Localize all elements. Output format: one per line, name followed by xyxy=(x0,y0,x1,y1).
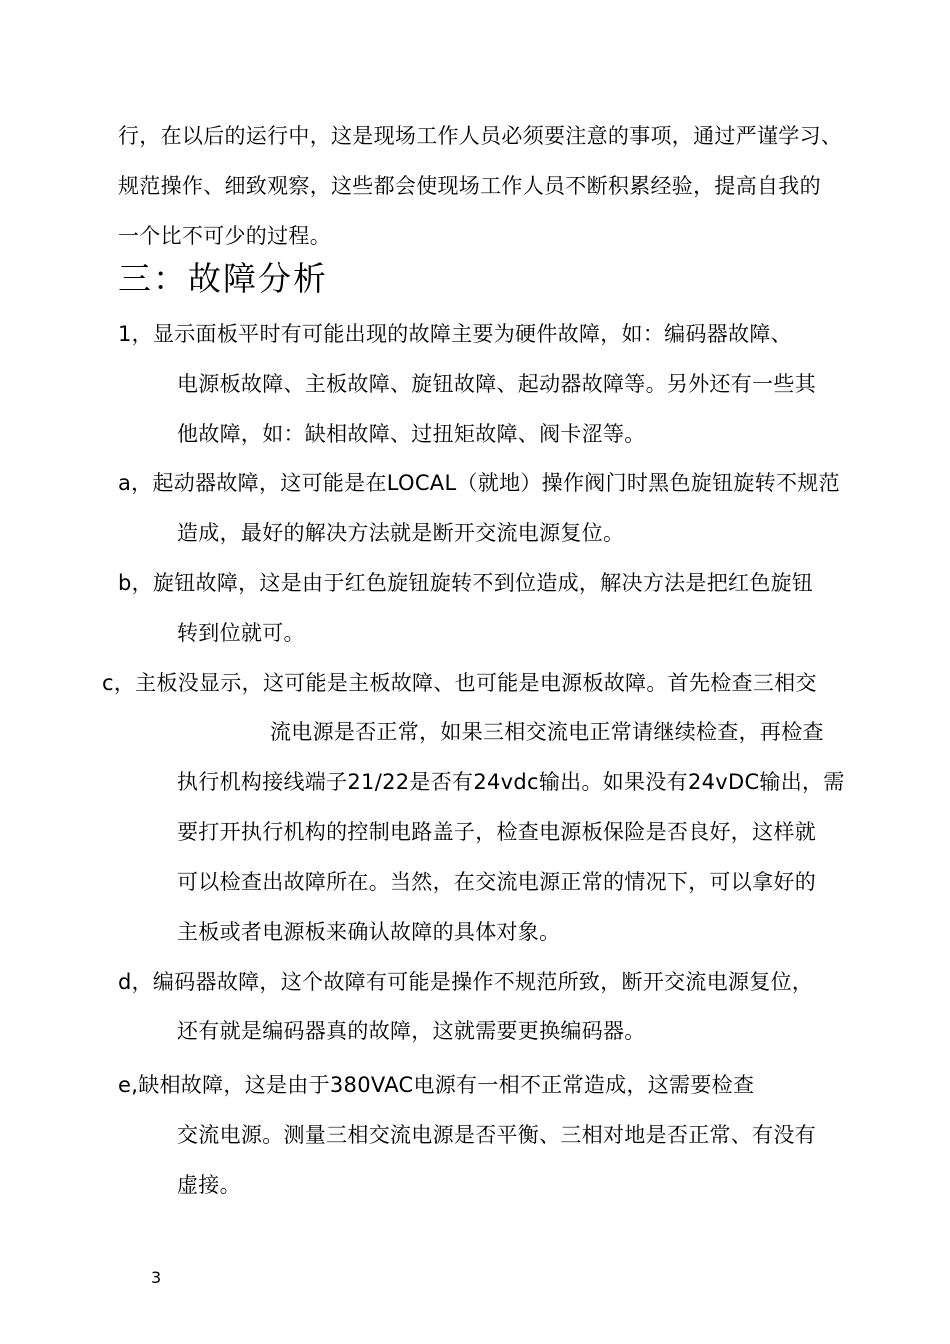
item-a-line-2: 造成，最好的解决方法就是断开交流电源复位。 xyxy=(177,521,625,545)
item-c-line-1: c，主板没显示，这可能是主板故障、也可能是电源板故障。首先检查三相交 xyxy=(102,671,817,695)
item-c-line-5: 可以检查出故障所在。当然，在交流电源正常的情况下，可以拿好的 xyxy=(177,870,816,894)
item-c-line-4: 要打开执行机构的控制电路盖子，检查电源板保险是否良好，这样就 xyxy=(177,820,816,844)
item-1-line-3: 他故障，如：缺相故障、过扭矩故障、阀卡涩等。 xyxy=(177,422,646,446)
intro-line-1: 行，在以后的运行中，这是现场工作人员必须要注意的事项，通过严谨学习、 xyxy=(118,124,843,148)
item-c-line-6: 主板或者电源板来确认故障的具体对象。 xyxy=(177,920,561,944)
item-e-line-1: e,缺相故障，这是由于380VAC电源有一相不正常造成，这需要检查 xyxy=(118,1073,755,1097)
item-c-line-3: 执行机构接线端子21/22是否有24vdc输出。如果没有24vDC输出，需 xyxy=(177,770,845,794)
page-number: 3 xyxy=(151,1268,162,1287)
item-a-line-1: a，起动器故障，这可能是在LOCAL（就地）操作阀门时黑色旋钮旋转不规范 xyxy=(118,471,840,495)
item-d-line-1: d，编码器故障，这个故障有可能是操作不规范所致，断开交流电源复位， xyxy=(118,970,814,994)
intro-line-3: 一个比不可少的过程。 xyxy=(118,224,331,248)
item-b-line-1: b，旋钮故障，这是由于红色旋钮旋转不到位造成，解决方法是把红色旋钮 xyxy=(118,571,814,595)
intro-line-2: 规范操作、细致观察，这些都会使现场工作人员不断积累经验，提高自我的 xyxy=(118,174,821,198)
section-heading: 三：故障分析 xyxy=(118,259,328,298)
item-d-line-2: 还有就是编码器真的故障，这就需要更换编码器。 xyxy=(177,1019,646,1043)
item-e-line-2: 交流电源。测量三相交流电源是否平衡、三相对地是否正常、有没有 xyxy=(177,1123,816,1147)
item-1-line-1: 1，显示面板平时有可能出现的故障主要为硬件故障，如：编码器故障、 xyxy=(118,322,792,346)
item-b-line-2: 转到位就可。 xyxy=(177,621,305,645)
item-e-line-3: 虚接。 xyxy=(177,1173,241,1197)
item-c-line-2: 流电源是否正常，如果三相交流电正常请继续检查，再检查 xyxy=(270,720,824,744)
item-1-line-2: 电源板故障、主板故障、旋钮故障、起动器故障等。另外还有一些其 xyxy=(177,372,816,396)
